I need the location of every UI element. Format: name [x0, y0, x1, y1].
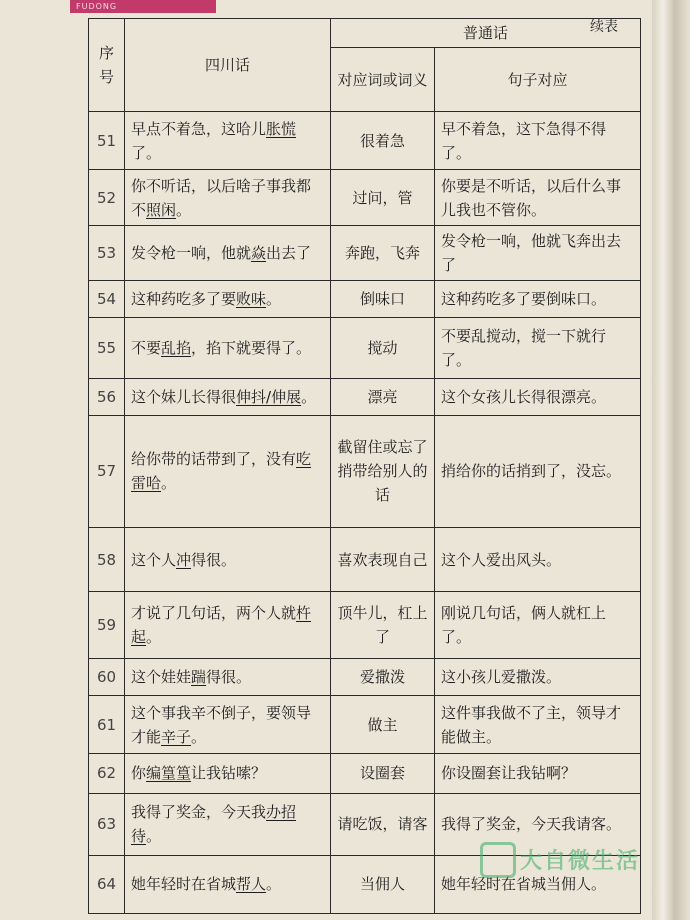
header-sichuan: 四川话: [125, 19, 331, 112]
table-row: [89, 696, 641, 754]
sichuan-phrase: [125, 415, 331, 527]
phrase-text: 。: [266, 290, 282, 309]
dialect-word: 办招待: [131, 803, 297, 846]
phrase-text: 让我钻嗦？: [191, 764, 267, 783]
mandarin-word: 过问，管: [331, 170, 435, 226]
dialect-word: 吃雷哈: [131, 450, 312, 493]
dialect-word: 胀慌: [266, 119, 297, 138]
row-number: 52: [89, 170, 125, 226]
row-number: 57: [89, 415, 125, 527]
row-number: 54: [89, 281, 125, 318]
table-row: [89, 378, 641, 415]
mandarin-sentence: 这种药吃多了要倒味口。: [435, 281, 641, 318]
continued-label: 续表: [590, 19, 618, 35]
sichuan-phrase: [125, 528, 331, 592]
row-number: 56: [89, 378, 125, 415]
phrase-text: 发令枪一响，他就: [131, 244, 252, 263]
table-row: [89, 592, 641, 658]
table-row: [89, 318, 641, 378]
table-body: [89, 112, 641, 914]
mandarin-word: 搅动: [331, 318, 435, 378]
mandarin-word: 做主: [331, 696, 435, 754]
mandarin-word: 倒味口: [331, 281, 435, 318]
dialect-table: [88, 18, 641, 914]
sichuan-phrase: [125, 281, 331, 318]
header-strip: FUDONG: [70, 0, 216, 13]
table-row: [89, 112, 641, 170]
phrase-text: 。: [301, 387, 317, 406]
page-edges: [652, 0, 690, 920]
mandarin-word: 截留住或忘了捎带给别人的话: [331, 415, 435, 527]
table-row: [89, 170, 641, 226]
phrase-text: ，掐下就要得了。: [191, 339, 312, 358]
mandarin-sentence: 你要是不听话，以后什么事儿我也不管你。: [435, 170, 641, 226]
header-word: 对应词或词义: [331, 48, 435, 112]
row-number: 51: [89, 112, 125, 170]
phrase-text: 你: [131, 764, 147, 783]
phrase-text: 不要: [131, 339, 162, 358]
phrase-text: 这个妹儿长得很: [131, 387, 237, 406]
dialect-word: 辛子: [161, 727, 192, 746]
phrase-text: 。: [191, 727, 207, 746]
row-number: 60: [89, 658, 125, 695]
mandarin-word: 顶牛儿，杠上了: [331, 592, 435, 658]
dialect-word: 伸抖/伸展: [236, 387, 302, 406]
mandarin-word: 喜欢表现自己: [331, 528, 435, 592]
phrase-text: 。: [161, 474, 177, 493]
watermark: [480, 838, 640, 880]
phrase-text: 得很。: [206, 667, 252, 686]
mandarin-sentence: 你设圈套让我钻啊？: [435, 754, 641, 793]
mandarin-sentence: 早不着急，这下急得不得了。: [435, 112, 641, 170]
mandarin-sentence: 这个女孩儿长得很漂亮。: [435, 378, 641, 415]
dialect-word: 乱掐: [161, 339, 192, 358]
dialect-word: 踹: [191, 667, 207, 686]
mandarin-sentence: 不要乱搅动，搅一下就行了。: [435, 318, 641, 378]
sichuan-phrase: [125, 318, 331, 378]
dialect-word: 照闲: [146, 200, 177, 219]
sichuan-phrase: [125, 658, 331, 695]
dialect-word: 焱: [251, 244, 267, 263]
dialect-word: 编篁篁: [146, 764, 192, 783]
dialect-word: 杵起: [131, 604, 312, 646]
sichuan-phrase: [125, 855, 331, 913]
mandarin-sentence: 这小孩儿爱撒泼。: [435, 658, 641, 695]
row-number: 61: [89, 696, 125, 754]
header-mandarin: 普通话: [331, 19, 641, 48]
phrase-text: 这个人: [131, 550, 177, 569]
phrase-text: 得很。: [191, 550, 237, 569]
mandarin-word: 当佣人: [331, 855, 435, 913]
row-number: 58: [89, 528, 125, 592]
dialect-word: 冲: [176, 550, 192, 569]
mandarin-sentence: 捎给你的话捎到了，没忘。: [435, 415, 641, 527]
row-number: 59: [89, 592, 125, 658]
sichuan-phrase: [125, 378, 331, 415]
table-row: [89, 226, 641, 281]
sichuan-phrase: [125, 170, 331, 226]
mandarin-word: 很着急: [331, 112, 435, 170]
table-row: [89, 281, 641, 318]
mandarin-word: 奔跑，飞奔: [331, 226, 435, 281]
table-row: [89, 658, 641, 695]
mandarin-sentence: 发令枪一响，他就飞奔出去了: [435, 226, 641, 281]
sichuan-phrase: [125, 793, 331, 855]
mandarin-word: 请吃饭，请客: [331, 793, 435, 855]
sichuan-phrase: [125, 226, 331, 281]
header-seq: 序号: [89, 19, 125, 112]
mandarin-word: 爱撒泼: [331, 658, 435, 695]
phrase-text: 这个娃娃: [131, 667, 192, 686]
phrase-text: 你不听话，以后啥子事我都不: [131, 176, 312, 219]
sichuan-phrase: [125, 112, 331, 170]
dialect-word: 败味: [236, 290, 267, 309]
mandarin-sentence: 刚说几句话，俩人就杠上了。: [435, 592, 641, 658]
mandarin-sentence: 我得了奖金，今天我请客。: [435, 793, 641, 855]
phrase-text: 她年轻时在省城: [131, 875, 237, 894]
table-row: [89, 415, 641, 527]
mandarin-word: 设圈套: [331, 754, 435, 793]
row-number: 55: [89, 318, 125, 378]
mandarin-sentence: 这件事我做不了主，领导才能做主。: [435, 696, 641, 754]
mandarin-sentence: 她年轻时在省城当佣人。: [435, 855, 641, 913]
row-number: 64: [89, 855, 125, 913]
phrase-text: 这个事我辛不倒子，要领导才能: [131, 703, 312, 746]
row-number: 62: [89, 754, 125, 793]
phrase-text: 我得了奖金，今天我: [131, 803, 267, 822]
phrase-text: 。: [146, 827, 162, 846]
phrase-text: 。: [176, 200, 192, 219]
phrase-text: 出去了: [266, 244, 312, 263]
sichuan-phrase: [125, 696, 331, 754]
phrase-text: 。: [266, 875, 282, 894]
phrase-text: 给你带的话带到了，没有: [131, 450, 297, 469]
mandarin-word: 漂亮: [331, 378, 435, 415]
phrase-text: 这种药吃多了要: [131, 290, 237, 309]
sichuan-phrase: [125, 592, 331, 658]
mandarin-sentence: 这个人爱出风头。: [435, 528, 641, 592]
row-number: 53: [89, 226, 125, 281]
row-number: 63: [89, 793, 125, 855]
phrase-text: 早点不着急，这哈儿: [131, 119, 267, 138]
dialect-word: 帮人: [236, 875, 267, 894]
table-row: [89, 754, 641, 793]
watermark-text: 大自微生活: [520, 849, 641, 874]
header-sentence: 句子对应: [435, 48, 641, 112]
table-row: [89, 528, 641, 592]
sichuan-phrase: [125, 754, 331, 793]
phrase-text: 了。: [131, 143, 162, 162]
watermark-logo-icon: [480, 842, 516, 878]
phrase-text: 。: [146, 628, 162, 646]
phrase-text: 才说了几句话，两个人就: [131, 604, 297, 622]
